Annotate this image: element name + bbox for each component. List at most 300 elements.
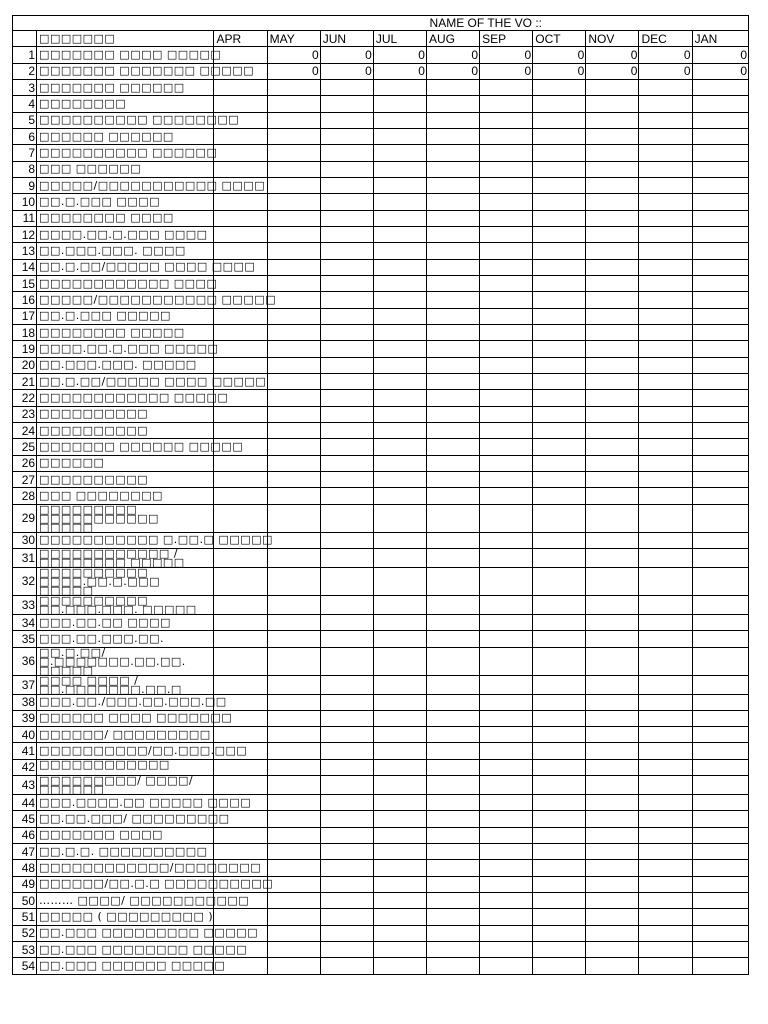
value-cell-jul[interactable] xyxy=(373,324,426,340)
value-cell-jun[interactable] xyxy=(320,357,373,373)
value-cell-jan[interactable] xyxy=(692,759,748,775)
row-label-cell[interactable]: □□□□□□□□□□□ □.□□.□ □□□□□ xyxy=(37,532,214,548)
row-label-cell[interactable]: □□□□□□/□□.□.□ □□□□□□□□□□ xyxy=(37,876,214,892)
value-cell-apr[interactable] xyxy=(214,827,267,843)
value-cell-nov[interactable] xyxy=(586,324,639,340)
row-label-cell[interactable]: □□□□.□□.□.□□□ □□□□ xyxy=(37,226,214,242)
value-cell-oct[interactable] xyxy=(533,727,586,743)
row-number-cell[interactable]: 52 xyxy=(13,925,37,941)
row-number-cell[interactable]: 14 xyxy=(13,259,37,275)
value-cell-may[interactable] xyxy=(267,876,320,892)
row-number-cell[interactable]: 45 xyxy=(13,811,37,827)
value-cell-oct[interactable] xyxy=(533,341,586,357)
value-cell-aug[interactable] xyxy=(426,942,479,958)
value-cell-aug[interactable] xyxy=(426,308,479,324)
value-cell-jun[interactable] xyxy=(320,210,373,226)
value-cell-aug[interactable] xyxy=(426,455,479,471)
value-cell-jan[interactable] xyxy=(692,128,748,144)
value-cell-nov[interactable] xyxy=(586,614,639,630)
value-cell-nov[interactable] xyxy=(586,210,639,226)
value-cell-jun[interactable] xyxy=(320,925,373,941)
value-cell-jan[interactable] xyxy=(692,776,748,795)
value-cell-oct[interactable] xyxy=(533,488,586,504)
value-cell-oct[interactable] xyxy=(533,243,586,259)
value-cell-jan[interactable] xyxy=(692,504,748,532)
value-cell-jan[interactable] xyxy=(692,292,748,308)
value-cell-aug[interactable] xyxy=(426,406,479,422)
value-cell-jul[interactable] xyxy=(373,860,426,876)
value-cell-jul[interactable] xyxy=(373,909,426,925)
value-cell-jul[interactable] xyxy=(373,390,426,406)
value-cell-dec[interactable] xyxy=(639,471,692,487)
value-cell-jul[interactable] xyxy=(373,710,426,726)
row-number-cell[interactable]: 15 xyxy=(13,275,37,291)
value-cell-jan[interactable] xyxy=(692,893,748,909)
value-cell-apr[interactable] xyxy=(214,759,267,775)
value-cell-apr[interactable] xyxy=(214,308,267,324)
value-cell-dec[interactable] xyxy=(639,373,692,389)
value-cell-nov[interactable] xyxy=(586,439,639,455)
value-cell-may[interactable] xyxy=(267,79,320,95)
value-cell-aug[interactable] xyxy=(426,145,479,161)
value-cell-jun[interactable] xyxy=(320,145,373,161)
value-cell-oct[interactable] xyxy=(533,795,586,811)
value-cell-nov[interactable] xyxy=(586,759,639,775)
row-label-cell[interactable]: □□□□□□□□□□□□ □□□□ xyxy=(37,275,214,291)
value-cell-dec[interactable] xyxy=(639,614,692,630)
value-cell-jun[interactable]: 0 xyxy=(320,63,373,79)
value-cell-jun[interactable] xyxy=(320,390,373,406)
row-label-cell[interactable]: □□□□□□□ □□□□□□□ □□□□□ xyxy=(37,63,214,79)
value-cell-jul[interactable] xyxy=(373,958,426,974)
value-cell-oct[interactable] xyxy=(533,675,586,694)
value-cell-jan[interactable] xyxy=(692,259,748,275)
value-cell-dec[interactable] xyxy=(639,958,692,974)
value-cell-dec[interactable] xyxy=(639,390,692,406)
value-cell-apr[interactable] xyxy=(214,488,267,504)
value-cell-dec[interactable] xyxy=(639,210,692,226)
value-cell-aug[interactable] xyxy=(426,776,479,795)
value-cell-oct[interactable] xyxy=(533,128,586,144)
value-cell-aug[interactable] xyxy=(426,292,479,308)
value-cell-sep[interactable] xyxy=(480,844,533,860)
row-label-cell[interactable]: □□□□□□□□□□ xyxy=(37,422,214,438)
value-cell-dec[interactable] xyxy=(639,694,692,710)
value-cell-may[interactable] xyxy=(267,694,320,710)
value-cell-dec[interactable] xyxy=(639,275,692,291)
month-header-jun[interactable]: JUN xyxy=(320,31,373,47)
value-cell-jan[interactable] xyxy=(692,324,748,340)
row-number-cell[interactable]: 44 xyxy=(13,795,37,811)
value-cell-nov[interactable] xyxy=(586,710,639,726)
row-label-cell[interactable]: □□□□□□□□ xyxy=(37,96,214,112)
value-cell-aug[interactable] xyxy=(426,647,479,675)
value-cell-dec[interactable] xyxy=(639,795,692,811)
row-label-cell[interactable]: □□□.□□.□□ □□□□ xyxy=(37,614,214,630)
value-cell-sep[interactable] xyxy=(480,548,533,567)
row-label-cell[interactable]: □□□□□□ □□□□ □□□□□□□ xyxy=(37,710,214,726)
value-cell-nov[interactable] xyxy=(586,308,639,324)
value-cell-dec[interactable] xyxy=(639,406,692,422)
value-cell-jun[interactable] xyxy=(320,79,373,95)
value-cell-jan[interactable] xyxy=(692,341,748,357)
value-cell-aug[interactable] xyxy=(426,727,479,743)
value-cell-sep[interactable] xyxy=(480,727,533,743)
value-cell-jul[interactable] xyxy=(373,308,426,324)
value-cell-jun[interactable] xyxy=(320,759,373,775)
value-cell-sep[interactable] xyxy=(480,743,533,759)
row-number-cell[interactable]: 27 xyxy=(13,471,37,487)
month-header-sep[interactable]: SEP xyxy=(480,31,533,47)
row-label-cell[interactable]: □□□□□□□□□□□□ □□□□□ xyxy=(37,390,214,406)
value-cell-nov[interactable] xyxy=(586,112,639,128)
value-cell-dec[interactable] xyxy=(639,710,692,726)
value-cell-aug[interactable] xyxy=(426,341,479,357)
value-cell-aug[interactable] xyxy=(426,177,479,193)
value-cell-sep[interactable] xyxy=(480,210,533,226)
row-label-cell[interactable]: □□□□□□□ □□□□□□ □□□□□ xyxy=(37,439,214,455)
value-cell-jul[interactable] xyxy=(373,595,426,614)
value-cell-sep[interactable] xyxy=(480,471,533,487)
value-cell-jun[interactable] xyxy=(320,811,373,827)
value-cell-jul[interactable] xyxy=(373,727,426,743)
value-cell-may[interactable] xyxy=(267,614,320,630)
value-cell-nov[interactable] xyxy=(586,177,639,193)
value-cell-aug[interactable] xyxy=(426,96,479,112)
value-cell-dec[interactable] xyxy=(639,827,692,843)
value-cell-may[interactable] xyxy=(267,406,320,422)
value-cell-nov[interactable] xyxy=(586,275,639,291)
value-cell-apr[interactable] xyxy=(214,595,267,614)
value-cell-sep[interactable] xyxy=(480,161,533,177)
row-label-cell[interactable]: □□□□□□□□□□□□ xyxy=(37,759,214,775)
value-cell-apr[interactable] xyxy=(214,128,267,144)
value-cell-jul[interactable] xyxy=(373,455,426,471)
value-cell-jun[interactable] xyxy=(320,631,373,647)
value-cell-may[interactable] xyxy=(267,210,320,226)
value-cell-jan[interactable] xyxy=(692,112,748,128)
value-cell-may[interactable] xyxy=(267,811,320,827)
value-cell-oct[interactable] xyxy=(533,532,586,548)
value-cell-oct[interactable] xyxy=(533,161,586,177)
value-cell-may[interactable] xyxy=(267,504,320,532)
value-cell-aug[interactable] xyxy=(426,439,479,455)
value-cell-jan[interactable] xyxy=(692,406,748,422)
row-label-cell[interactable]: □□□□□□□□ □□□□□ xyxy=(37,324,214,340)
value-cell-dec[interactable] xyxy=(639,548,692,567)
value-cell-dec[interactable] xyxy=(639,567,692,595)
value-cell-apr[interactable] xyxy=(214,675,267,694)
value-cell-jul[interactable] xyxy=(373,647,426,675)
value-cell-may[interactable] xyxy=(267,324,320,340)
value-cell-dec[interactable] xyxy=(639,743,692,759)
month-header-nov[interactable]: NOV xyxy=(586,31,639,47)
row-number-cell[interactable]: 8 xyxy=(13,161,37,177)
value-cell-jul[interactable] xyxy=(373,488,426,504)
value-cell-may[interactable] xyxy=(267,226,320,242)
row-label-cell[interactable]: □□.□□□ □□□□□□□□□ □□□□□ xyxy=(37,925,214,941)
value-cell-sep[interactable] xyxy=(480,128,533,144)
value-cell-aug[interactable]: 0 xyxy=(426,47,479,63)
row-label-cell[interactable]: □□.□.□□/□□□□□ □□□□ □□□□□ xyxy=(37,373,214,389)
value-cell-oct[interactable] xyxy=(533,942,586,958)
value-cell-jan[interactable] xyxy=(692,595,748,614)
value-cell-aug[interactable] xyxy=(426,631,479,647)
value-cell-sep[interactable] xyxy=(480,406,533,422)
value-cell-oct[interactable] xyxy=(533,548,586,567)
value-cell-jun[interactable] xyxy=(320,455,373,471)
value-cell-sep[interactable] xyxy=(480,647,533,675)
row-label-cell[interactable]: □□□□ □□□□ / □□.□□□□□□□.□□.□ xyxy=(37,675,214,694)
row-label-cell[interactable]: □□□□□□□ □□□□ □□□□□ xyxy=(37,47,214,63)
row-number-cell[interactable]: 37 xyxy=(13,675,37,694)
value-cell-aug[interactable] xyxy=(426,79,479,95)
value-cell-jul[interactable] xyxy=(373,243,426,259)
value-cell-jul[interactable]: 0 xyxy=(373,63,426,79)
value-cell-jan[interactable] xyxy=(692,161,748,177)
value-cell-jul[interactable] xyxy=(373,112,426,128)
value-cell-may[interactable]: 0 xyxy=(267,47,320,63)
value-cell-dec[interactable] xyxy=(639,357,692,373)
value-cell-oct[interactable] xyxy=(533,308,586,324)
value-cell-jan[interactable] xyxy=(692,909,748,925)
value-cell-jan[interactable] xyxy=(692,532,748,548)
value-cell-sep[interactable] xyxy=(480,827,533,843)
value-cell-aug[interactable] xyxy=(426,795,479,811)
value-cell-jul[interactable] xyxy=(373,631,426,647)
row-label-cell[interactable]: □□□□□□/ □□□□□□□□□ xyxy=(37,727,214,743)
value-cell-dec[interactable] xyxy=(639,439,692,455)
value-cell-oct[interactable] xyxy=(533,194,586,210)
row-label-cell[interactable]: ……… □□□□/ □□□□□□□□□□□ xyxy=(37,893,214,909)
row-label-cell[interactable]: □□□□□□□□□□□□ / □□□□□□□□ □□□□□ xyxy=(37,548,214,567)
value-cell-oct[interactable] xyxy=(533,876,586,892)
value-cell-jul[interactable] xyxy=(373,759,426,775)
value-cell-jun[interactable] xyxy=(320,504,373,532)
value-cell-jul[interactable] xyxy=(373,942,426,958)
value-cell-jan[interactable] xyxy=(692,439,748,455)
value-cell-sep[interactable]: 0 xyxy=(480,47,533,63)
value-cell-oct[interactable] xyxy=(533,811,586,827)
value-cell-may[interactable] xyxy=(267,860,320,876)
value-cell-may[interactable] xyxy=(267,243,320,259)
value-cell-jun[interactable] xyxy=(320,844,373,860)
value-cell-aug[interactable] xyxy=(426,210,479,226)
value-cell-may[interactable] xyxy=(267,471,320,487)
value-cell-dec[interactable] xyxy=(639,226,692,242)
value-cell-aug[interactable] xyxy=(426,324,479,340)
value-cell-nov[interactable] xyxy=(586,357,639,373)
value-cell-jul[interactable] xyxy=(373,128,426,144)
value-cell-may[interactable] xyxy=(267,341,320,357)
value-cell-sep[interactable] xyxy=(480,504,533,532)
value-cell-nov[interactable] xyxy=(586,567,639,595)
row-number-cell[interactable]: 31 xyxy=(13,548,37,567)
value-cell-nov[interactable] xyxy=(586,942,639,958)
row-label-cell[interactable]: □□.□□.□□□/ □□□□□□□□□ xyxy=(37,811,214,827)
row-number-cell[interactable]: 19 xyxy=(13,341,37,357)
value-cell-apr[interactable] xyxy=(214,79,267,95)
value-cell-nov[interactable] xyxy=(586,194,639,210)
value-cell-jan[interactable] xyxy=(692,177,748,193)
value-cell-aug[interactable] xyxy=(426,827,479,843)
value-cell-nov[interactable]: 0 xyxy=(586,47,639,63)
value-cell-may[interactable] xyxy=(267,727,320,743)
value-cell-oct[interactable] xyxy=(533,357,586,373)
value-cell-nov[interactable] xyxy=(586,128,639,144)
value-cell-jan[interactable]: 0 xyxy=(692,63,748,79)
row-number-cell[interactable]: 4 xyxy=(13,96,37,112)
row-number-cell[interactable]: 12 xyxy=(13,226,37,242)
row-label-cell[interactable]: □□□□□□□□□□ xyxy=(37,406,214,422)
value-cell-jul[interactable] xyxy=(373,292,426,308)
value-cell-oct[interactable] xyxy=(533,390,586,406)
row-label-cell[interactable]: □□□□□□□□□□ xyxy=(37,471,214,487)
row-label-cell[interactable]: □□.□.□□/□□□□□ □□□□ □□□□ xyxy=(37,259,214,275)
value-cell-aug[interactable] xyxy=(426,373,479,389)
value-cell-oct[interactable] xyxy=(533,743,586,759)
value-cell-dec[interactable] xyxy=(639,455,692,471)
value-cell-nov[interactable] xyxy=(586,548,639,567)
value-cell-nov[interactable] xyxy=(586,226,639,242)
value-cell-may[interactable] xyxy=(267,759,320,775)
value-cell-apr[interactable] xyxy=(214,275,267,291)
value-cell-jun[interactable] xyxy=(320,827,373,843)
value-cell-jun[interactable] xyxy=(320,259,373,275)
value-cell-oct[interactable] xyxy=(533,455,586,471)
value-cell-aug[interactable] xyxy=(426,876,479,892)
value-cell-nov[interactable] xyxy=(586,958,639,974)
value-cell-jan[interactable] xyxy=(692,275,748,291)
value-cell-oct[interactable] xyxy=(533,439,586,455)
value-cell-sep[interactable] xyxy=(480,194,533,210)
value-cell-oct[interactable] xyxy=(533,958,586,974)
value-cell-may[interactable] xyxy=(267,844,320,860)
value-cell-jan[interactable] xyxy=(692,614,748,630)
value-cell-dec[interactable] xyxy=(639,776,692,795)
value-cell-sep[interactable] xyxy=(480,614,533,630)
value-cell-jul[interactable] xyxy=(373,795,426,811)
row-number-cell[interactable]: 22 xyxy=(13,390,37,406)
row-label-cell[interactable]: □□□.□□□□.□□ □□□□□ □□□□ xyxy=(37,795,214,811)
value-cell-nov[interactable] xyxy=(586,243,639,259)
value-cell-apr[interactable] xyxy=(214,548,267,567)
row-label-cell[interactable]: □□□□□□□□□□ □□.□□□.□□□. □□□□□ xyxy=(37,595,214,614)
row-number-cell[interactable]: 6 xyxy=(13,128,37,144)
value-cell-dec[interactable] xyxy=(639,422,692,438)
row-label-cell[interactable]: □□□ □□□□□□ xyxy=(37,161,214,177)
value-cell-sep[interactable] xyxy=(480,324,533,340)
value-cell-oct[interactable]: 0 xyxy=(533,47,586,63)
value-cell-may[interactable] xyxy=(267,96,320,112)
row-number-cell[interactable]: 32 xyxy=(13,567,37,595)
value-cell-nov[interactable] xyxy=(586,844,639,860)
value-cell-sep[interactable] xyxy=(480,226,533,242)
value-cell-jan[interactable] xyxy=(692,876,748,892)
value-cell-oct[interactable] xyxy=(533,909,586,925)
value-cell-aug[interactable]: 0 xyxy=(426,63,479,79)
value-cell-oct[interactable] xyxy=(533,860,586,876)
value-cell-jun[interactable] xyxy=(320,471,373,487)
row-number-cell[interactable]: 33 xyxy=(13,595,37,614)
sheet-title[interactable]: NAME OF THE VO :: xyxy=(13,16,749,31)
value-cell-jul[interactable] xyxy=(373,259,426,275)
value-cell-apr[interactable] xyxy=(214,226,267,242)
row-number-cell[interactable]: 36 xyxy=(13,647,37,675)
value-cell-aug[interactable] xyxy=(426,595,479,614)
value-cell-oct[interactable] xyxy=(533,79,586,95)
value-cell-jul[interactable] xyxy=(373,567,426,595)
value-cell-aug[interactable] xyxy=(426,759,479,775)
row-number-cell[interactable]: 9 xyxy=(13,177,37,193)
value-cell-jun[interactable] xyxy=(320,743,373,759)
value-cell-sep[interactable] xyxy=(480,112,533,128)
value-cell-jul[interactable] xyxy=(373,422,426,438)
value-cell-aug[interactable] xyxy=(426,471,479,487)
value-cell-jan[interactable] xyxy=(692,942,748,958)
value-cell-oct[interactable] xyxy=(533,471,586,487)
value-cell-jun[interactable] xyxy=(320,226,373,242)
value-cell-jul[interactable] xyxy=(373,811,426,827)
value-cell-aug[interactable] xyxy=(426,128,479,144)
row-number-cell[interactable]: 3 xyxy=(13,79,37,95)
value-cell-dec[interactable] xyxy=(639,925,692,941)
row-number-cell[interactable]: 24 xyxy=(13,422,37,438)
value-cell-may[interactable] xyxy=(267,827,320,843)
row-number-cell[interactable]: 29 xyxy=(13,504,37,532)
value-cell-nov[interactable] xyxy=(586,631,639,647)
value-cell-aug[interactable] xyxy=(426,422,479,438)
value-cell-dec[interactable] xyxy=(639,504,692,532)
value-cell-dec[interactable]: 0 xyxy=(639,63,692,79)
row-label-cell[interactable]: □□.□□□ □□□□□□□□ □□□□□ xyxy=(37,942,214,958)
value-cell-dec[interactable] xyxy=(639,96,692,112)
row-number-cell[interactable]: 40 xyxy=(13,727,37,743)
value-cell-nov[interactable] xyxy=(586,422,639,438)
value-cell-dec[interactable]: 0 xyxy=(639,47,692,63)
row-label-cell[interactable]: □□□□□□ □□□□□□ xyxy=(37,128,214,144)
value-cell-nov[interactable] xyxy=(586,647,639,675)
month-header-aug[interactable]: AUG xyxy=(426,31,479,47)
value-cell-may[interactable] xyxy=(267,647,320,675)
value-cell-may[interactable] xyxy=(267,194,320,210)
header-label-cell[interactable]: □□□□□□□ xyxy=(37,31,214,47)
value-cell-aug[interactable] xyxy=(426,811,479,827)
value-cell-jul[interactable] xyxy=(373,406,426,422)
row-label-cell[interactable]: □□.□.□. □□□□□□□□□□ xyxy=(37,844,214,860)
value-cell-sep[interactable] xyxy=(480,275,533,291)
month-header-may[interactable]: MAY xyxy=(267,31,320,47)
row-label-cell[interactable]: □□□□.□□.□.□□□ □□□□□ xyxy=(37,341,214,357)
value-cell-jul[interactable] xyxy=(373,341,426,357)
value-cell-jan[interactable] xyxy=(692,390,748,406)
value-cell-aug[interactable] xyxy=(426,548,479,567)
value-cell-aug[interactable] xyxy=(426,275,479,291)
value-cell-may[interactable] xyxy=(267,259,320,275)
value-cell-jul[interactable] xyxy=(373,776,426,795)
value-cell-dec[interactable] xyxy=(639,727,692,743)
row-number-cell[interactable]: 30 xyxy=(13,532,37,548)
value-cell-sep[interactable] xyxy=(480,373,533,389)
row-label-cell[interactable]: □□.□.□□□ □□□□ xyxy=(37,194,214,210)
value-cell-aug[interactable] xyxy=(426,909,479,925)
value-cell-nov[interactable] xyxy=(586,488,639,504)
row-number-cell[interactable]: 49 xyxy=(13,876,37,892)
value-cell-nov[interactable] xyxy=(586,292,639,308)
value-cell-aug[interactable] xyxy=(426,390,479,406)
value-cell-may[interactable] xyxy=(267,631,320,647)
header-corner-cell[interactable] xyxy=(13,31,37,47)
